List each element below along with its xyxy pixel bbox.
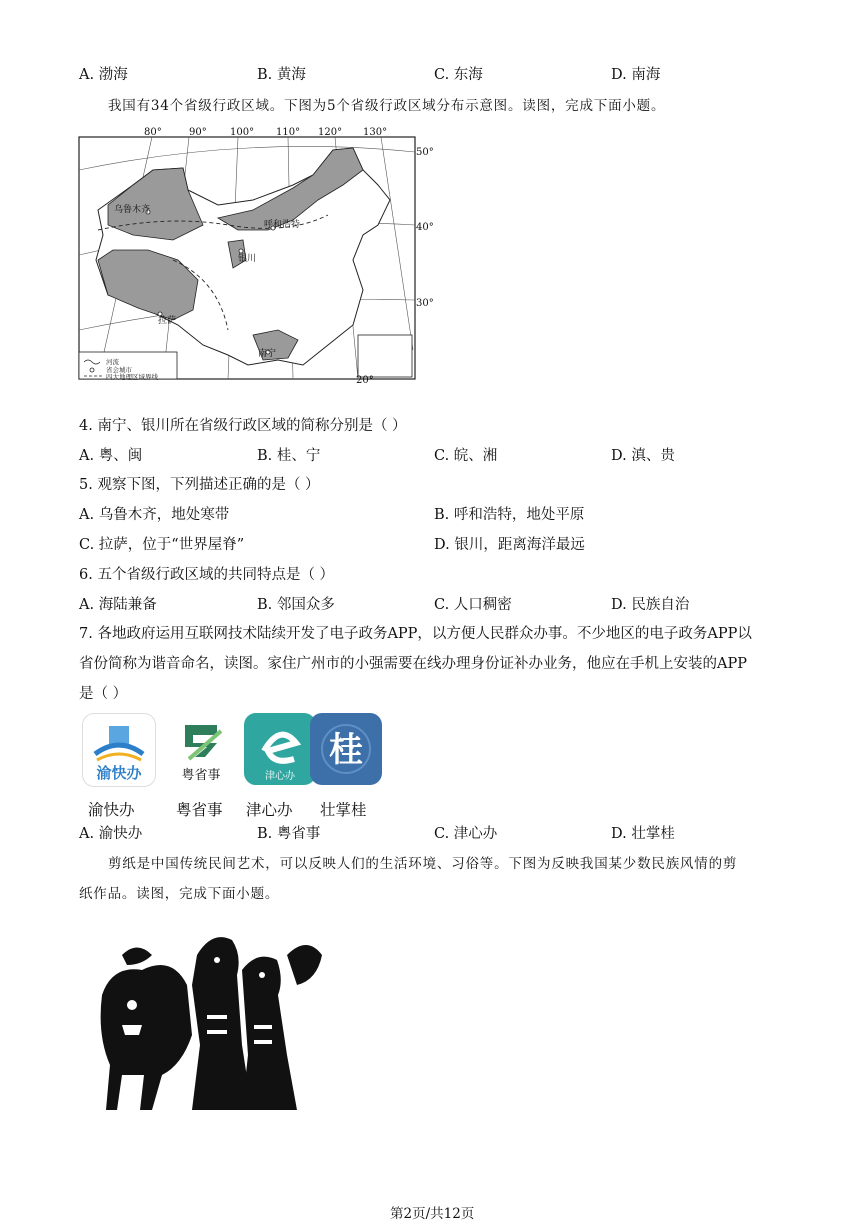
option-a: A. 海陆兼备 (79, 597, 157, 613)
question-7-stem: 7. 各地政府运用互联网技术陆续开发了电子政务APP，以方便人民群众办事。不少地区的电子政务APP以 (79, 626, 752, 642)
lat-label: 40° (416, 222, 434, 233)
lon-label: 110° (276, 127, 301, 138)
paper-cut-artwork (92, 925, 332, 1120)
lon-label: 90° (189, 127, 207, 138)
legend-capital: 省会城市 (106, 366, 132, 374)
question-5-stem: 5. 观察下图，下列描述正确的是（ ） (79, 477, 320, 493)
option-b: B. 粤省事 (257, 826, 321, 842)
intro-paragraph-cont: 纸作品。读图，完成下面小题。 (79, 886, 280, 902)
app-icon-yue (165, 713, 237, 785)
option-c: C. 津心办 (434, 826, 498, 842)
question-4-stem: 4. 南宁、银川所在省级行政区域的简称分别是（ ） (79, 418, 407, 434)
question-7-stem-cont: 省份简称为谐音命名，读图。家住广州市的小强需要在线办理身份证补办业务，他应在手机上安装的APP (79, 656, 747, 672)
option-d: D. 民族自治 (611, 597, 690, 613)
option-c: C. 皖、湘 (434, 448, 498, 464)
app-name: 渝快办 (88, 801, 135, 819)
lon-label: 120° (318, 127, 343, 138)
lat-label: 30° (416, 298, 434, 309)
lon-label: 80° (144, 127, 162, 138)
intro-paragraph: 剪纸是中国传统民间艺术，可以反映人们的生活环境、习俗等。下图为反映我国某少数民族风情的剪 (108, 856, 738, 872)
app-name: 壮掌桂 (320, 801, 367, 819)
svg-text:津心办: 津心办 (265, 771, 295, 782)
option-d: D. 银川，距离海洋最远 (434, 537, 585, 553)
city-hohhot: 呼和浩特 (264, 220, 301, 230)
city-nanning: 南宁 (258, 349, 277, 359)
svg-text:渝快办: 渝快办 (96, 764, 142, 782)
option-b: B. 呼和浩特，地处平原 (434, 507, 585, 523)
app-icon-yu (82, 713, 156, 787)
city-lhasa: 拉萨 (158, 316, 177, 326)
svg-text:桂: 桂 (329, 730, 363, 770)
option-a: A. 乌鲁木齐，地处寒带 (79, 507, 230, 523)
app-icon-jin (244, 713, 316, 785)
lat-label: 20° (356, 375, 374, 386)
option-a: A. 粤、闽 (79, 448, 143, 464)
app-name: 津心办 (246, 801, 293, 819)
lon-label: 130° (363, 127, 388, 138)
china-map-figure (78, 127, 438, 386)
city-yinchuan: 银川 (238, 254, 257, 264)
question-6-stem: 6. 五个省级行政区域的共同特点是（ ） (79, 567, 335, 583)
lon-label: 100° (230, 127, 255, 138)
option-b: B. 黄海 (257, 67, 306, 83)
app-icon-gui (310, 713, 382, 785)
city-urumqi: 乌鲁木齐 (114, 205, 151, 215)
legend-boundary: 四大地理区域界线 (106, 373, 158, 381)
intro-paragraph: 我国有34个省级行政区域。下图为5个省级行政区域分布示意图。读图，完成下面小题。 (108, 98, 666, 114)
question-7-stem-end: 是（ ） (79, 686, 128, 702)
option-c: C. 东海 (434, 67, 483, 83)
option-a: A. 渤海 (79, 67, 128, 83)
page-footer: 第2页/共12页 (390, 1206, 475, 1222)
option-d: D. 滇、贵 (611, 448, 675, 464)
option-c: C. 人口稠密 (434, 597, 512, 613)
option-d: D. 南海 (611, 67, 661, 83)
option-d: D. 壮掌桂 (611, 826, 675, 842)
option-c: C. 拉萨，位于“世界屋脊” (79, 537, 245, 553)
option-a: A. 渝快办 (79, 826, 143, 842)
lat-label: 50° (416, 147, 434, 158)
legend-river: 河流 (106, 358, 119, 366)
option-b: B. 邻国众多 (257, 597, 335, 613)
svg-text:粤省事: 粤省事 (181, 768, 221, 783)
app-name: 粤省事 (176, 801, 223, 819)
option-b: B. 桂、宁 (257, 448, 321, 464)
